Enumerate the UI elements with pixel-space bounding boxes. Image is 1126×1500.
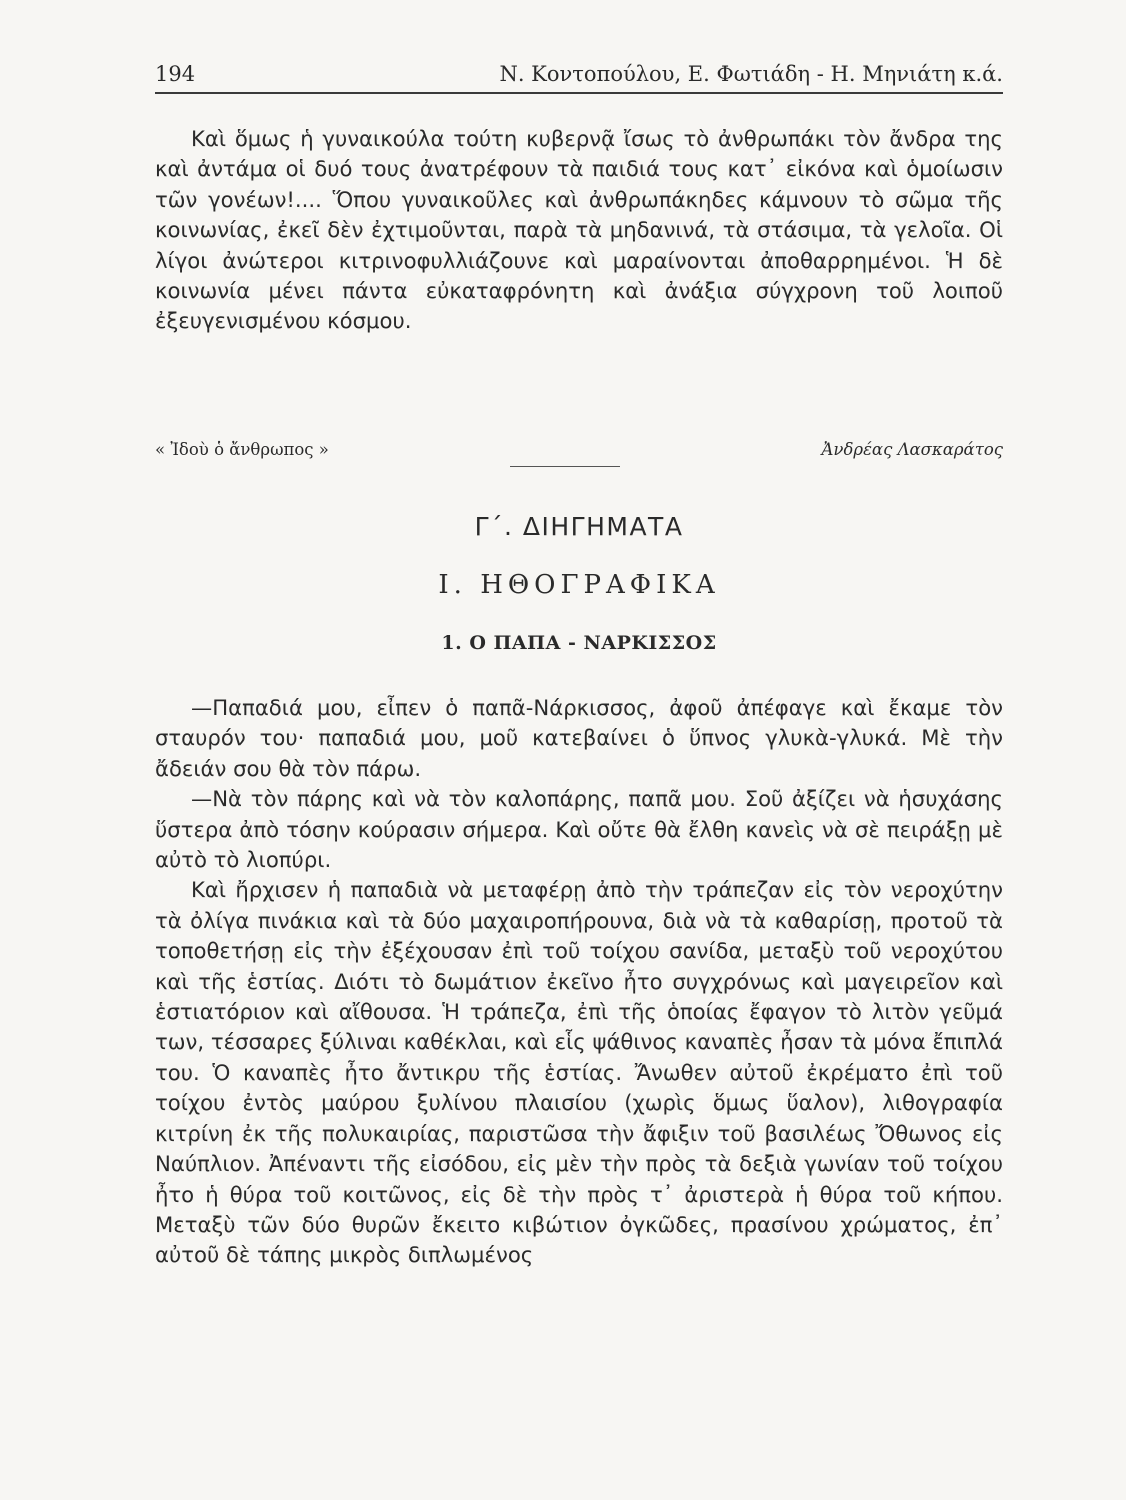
excerpt-source: « Ἰδοὺ ὁ ἄνθρωπος »: [155, 440, 329, 459]
section-subtitle: Ι. ΗΘΟΓΡΑΦΙΚΑ: [438, 570, 720, 600]
story-paragraph: —Παπαδιά μου, εἶπεν ὁ παπᾶ-Νάρκισσος, ἀφοῦ ἀπέφαγε καὶ ἔκαμε τὸν σταυρόν του· παπαδιά μου, μοῦ κατεβαίνει ὁ ὕπνος γλυκὰ-γλυκά. Μὲ τὴν ἄδειάν σου θὰ τὸν πάρω.: [155, 695, 1003, 781]
divider: [510, 466, 620, 467]
excerpt-author: Ἀνδρέας Λασκαράτος: [821, 440, 1003, 459]
header-authors: Ν. Κοντοπούλου, Ε. Φωτιάδη - Η. Μηνιάτη κ.ά.: [499, 62, 1003, 86]
page-number: 194: [155, 62, 196, 86]
story-paragraph: —Νὰ τὸν πάρης καὶ νὰ τὸν καλοπάρης, παπᾶ μου. Σοῦ ἀξίζει νὰ ἡσυχάσης ὕστερα ἀπὸ τόσην κούρασιν σήμερα. Καὶ οὔτε θὰ ἔλθη κανεὶς νὰ σὲ πειράξῃ μὲ αὐτὸ τὸ λιοπύρι.: [155, 786, 1003, 873]
story-paragraph: Καὶ ἤρχισεν ἡ παπαδιὰ νὰ μεταφέρῃ ἀπὸ τὴν τράπεζαν εἰς τὸν νεροχύτην τὰ ὀλίγα πινάκια καὶ τὰ δύο μαχαιροπήρουνα, διὰ νὰ τὰ καθαρίσῃ, προτοῦ τὰ τοποθετήσῃ εἰς τὴν ἐξέχουσαν ἐπὶ τοῦ τοίχου σανίδα, μεταξὺ τοῦ νεροχύτου καὶ τῆς ἑστίας. Διότι τὸ δωμάτιον ἐκεῖνο ἦτο συγχρόνως καὶ μαγειρεῖον καὶ ἑστιατόριον καὶ αἴθουσα. Ἡ τράπεζα, ἐπὶ τῆς ὁποίας ἔφαγον τὸ λιτὸν γεῦμά των, τέσσαρες ξύλιναι καθέκλαι, καὶ εἷς ψάθινος καναπὲς ἦσαν τὰ μόνα ἔπιπλά του. Ὁ καναπὲς ἦτο ἄντικρυ τῆς ἑστίας. Ἄνωθεν αὐτοῦ ἐκρέματο ἐπὶ τοῦ τοίχου ἐντὸς μαύρου ξυλίνου πλαισίου (χωρὶς ὅμως ὕαλον), λιθογραφία κιτρίνη ἐκ τῆς πολυκαιρίας, παριστῶσα τὴν ἄφιξιν τοῦ βασιλέως Ὄθωνος εἰς Ναύπλιον. Ἀπέναντι τῆς εἰσόδου, εἰς μὲν τὴν πρὸς τὰ δεξιὰ γωνίαν τοῦ τοίχου ἦτο ἡ θύρα τοῦ κοιτῶνος, εἰς δὲ τὴν πρὸς τ᾽ ἀριστερὰ ἡ θύρα τοῦ κήπου. Μεταξὺ τῶν δύο θυρῶν ἔκειτο κιβώτιον ὀγκῶδες, πρασίνου χρώματος, ἐπ᾽ αὐτοῦ δὲ τάπης μικρὸς διπλωμένος: [155, 877, 1003, 1268]
story-title: 1. Ο ΠΑΠΑ - ΝΑΡΚΙΣΣΟΣ: [441, 632, 717, 654]
excerpt-attribution: [155, 440, 1003, 466]
section-title: Γ΄. ΔΙΗΓΗΜΑΤΑ: [474, 512, 684, 541]
excerpt-text: [155, 124, 1003, 337]
story-text: [155, 693, 1003, 1271]
running-header: [155, 58, 1003, 94]
excerpt-paragraph: Καὶ ὅμως ἡ γυναικούλα τούτη κυβερνᾷ ἴσως τὸ ἀνθρωπάκι τὸν ἄνδρα της καὶ ἀντάμα οἱ δυό τους ἀνατρέφουν τὰ παιδιά τους κατ᾽ εἰκόνα καὶ ὁμοίωσιν τῶν γονέων!.... Ὅπου γυναικοῦλες καὶ ἀνθρωπάκηδες κάμνουν τὸ σῶμα τῆς κοινωνίας, ἐκεῖ δὲν ἐχτιμοῦνται, παρὰ τὰ μηδανινά, τὰ στάσιμα, τὰ γελοῖα. Οἱ λίγοι ἀνώτεροι κιτρινοφυλλιάζουνε καὶ μαραίνονται ἀποθαρρημένοι. Ἡ δὲ κοινωνία μένει πάντα εὐκαταφρόνητη καὶ ἀνάξια σύγχρονη τοῦ λοιποῦ ἐξευγενισμένου κόσμου.: [155, 126, 1003, 334]
